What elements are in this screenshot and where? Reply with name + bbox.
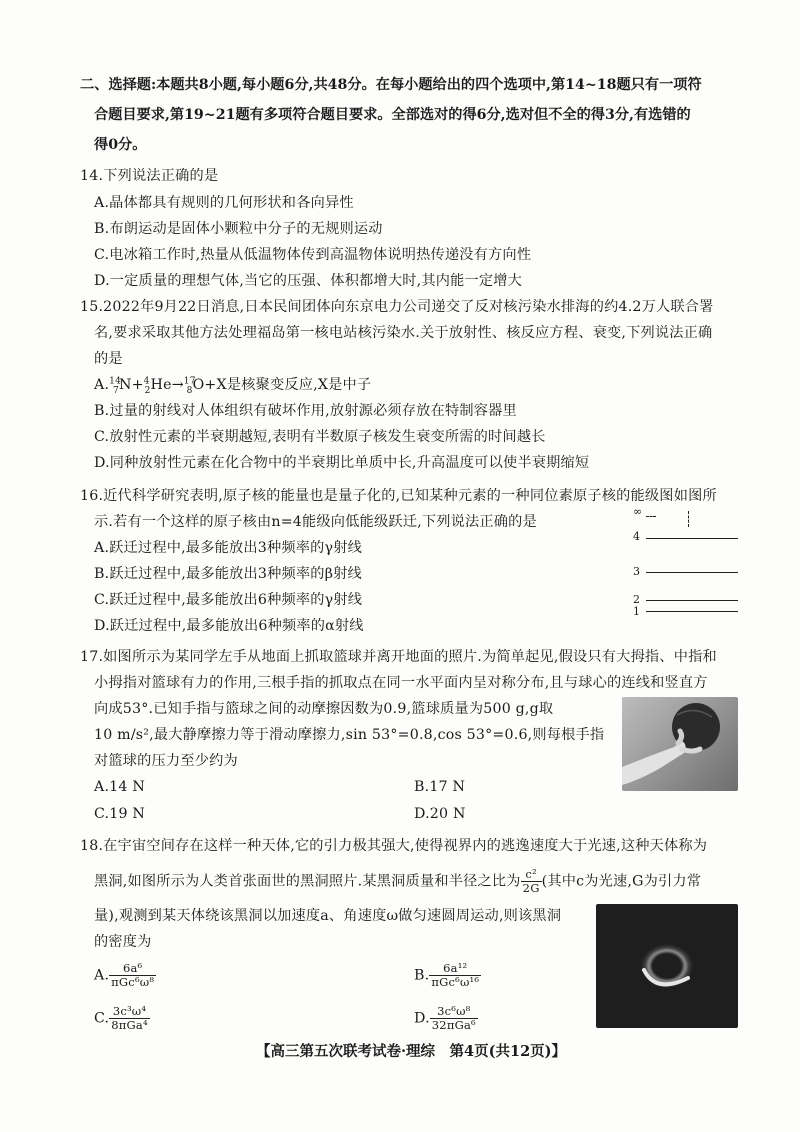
q18-line2: 黑洞,如图所示为人类首张面世的黑洞照片.某黑洞质量和半径之比为 $\frac{\text{c²}}{2G}$ (其中c为光速,G为引力常 [94,867,702,895]
q15-line2: 名,要求采取其他方法处理福岛第一核电站核污染水.关于放射性、核反应方程、衰变,下列说法正确 [94,325,713,341]
q17-option-a: A.14 N [94,779,145,795]
section-header-line3: 得0分。 [94,137,147,153]
q18-option-a: A. $\frac{\text{6a⁶}}{\text{πGc⁶ω⁸}}$ [94,961,155,989]
q18-line3: 量),观测到某天体绕该黑洞以加速度a、角速度ω做匀速圆周运动,则该黑洞 [94,908,562,924]
q14-option-a: A.晶体都具有规则的几何形状和各向异性 [94,195,354,211]
q16-option-d: D.跃迁过程中,最多能放出6种频率的α射线 [94,618,364,634]
q18-option-c: C. $\frac{\text{3c³ω⁴}}{\text{8πGa⁴}}$ [94,1004,148,1032]
basketball-photo-graphic [622,697,738,791]
level-label-infinity: ∞ [633,505,643,518]
q18-line4: 的密度为 [94,934,152,950]
level-label-2: 2 [633,593,640,606]
q16-option-c: C.跃迁过程中,最多能放出6种频率的γ射线 [94,592,363,608]
basketball-hand-photo [622,697,738,791]
q18-ratio-fraction: $\frac{\text{c²}}{2G}$ [522,867,540,895]
q17-line4: 10 m/s²,最大静摩擦力等于滑动摩擦力,sin 53°=0.8,cos 53°=0.6,则每根手指 [94,727,605,743]
q14-stem: 14.下列说法正确的是 [80,168,219,184]
q14-option-c: C.电冰箱工作时,热量从低温物体传到高温物体说明热传递没有方向性 [94,247,532,263]
q16-option-a: A.跃迁过程中,最多能放出3种频率的γ射线 [94,540,362,556]
level-line-infinity-left [646,516,656,518]
black-hole-photo-graphic [596,904,738,1028]
q18-line1: 18.在宇宙空间存在这样一种天体,它的引力极其强大,使得视界内的逃逸速度大于光速,这种天体称为 [80,838,708,854]
q18-option-d: D. $\frac{\text{3c⁶ω⁸}}{\text{32πGa⁶}}$ [414,1004,476,1032]
level-dashed-marker [688,511,690,527]
q17-line1: 17.如图所示为某同学左手从地面上抓取篮球并离开地面的照片.为简单起见,假设只有大拇指、中指和 [80,649,717,665]
q15-option-d: D.同种放射性元素在化合物中的半衰期比单质中长,升高温度可以使半衰期缩短 [94,455,590,471]
level-line-4 [646,538,738,539]
black-hole-photo [596,904,738,1028]
page-footer: 【高三第五次联考试卷·理综 第4页(共12页)】 [256,1043,567,1060]
level-label-4: 4 [633,530,640,543]
q15-option-a: A.$^{14}_7$N+$^4_2$He→$^{17}_8$O+X是核聚变反应,X是中子 [94,376,372,396]
q16-line2: 示.若有一个这样的原子核由n=4能级向低能级跃迁,下列说法正确的是 [94,514,537,530]
q17-option-d: D.20 N [414,806,466,822]
q14-option-b: B.布朗运动是固体小颗粒中分子的无规则运动 [94,221,383,237]
q16-line1: 16.近代科学研究表明,原子核的能量也是量子化的,已知某种元素的一种同位素原子核的能级图如图所 [80,488,717,504]
level-line-3 [646,572,738,573]
level-line-1 [646,611,738,612]
section-header-line2: 合题目要求,第19~21题有多项符合题目要求。全部选对的得6分,选对但不全的得3分,有选错的 [94,107,691,123]
q17-option-c: C.19 N [94,806,146,822]
level-label-3: 3 [633,565,640,578]
q15-line3: 的是 [94,351,123,367]
level-label-1: 1 [633,605,640,618]
q15-option-b: B.过量的射线对人体组织有破坏作用,放射源必须存放在特制容器里 [94,403,517,419]
q15-option-c: C.放射性元素的半衰期越短,表明有半数原子核发生衰变所需的时间越长 [94,429,546,445]
q17-line2: 小拇指对篮球有力的作用,三根手指的抓取点在同一水平面内呈对称分布,且与球心的连线和竖直方 [94,675,708,691]
level-line-2 [646,600,738,601]
section-header-line1: 二、选择题:本题共8小题,每小题6分,共48分。在每小题给出的四个选项中,第14~18题只有一项符 [80,77,702,93]
q17-line3: 向成53°.已知手指与篮球之间的动摩擦因数为0.9,篮球质量为500 g,g取 [94,701,554,717]
q18-option-b: B. $\frac{\text{6a¹²}}{\text{πGc⁶ω¹⁶}}$ [414,961,480,989]
q14-option-d: D.一定质量的理想气体,当它的压强、体积都增大时,其内能一定增大 [94,273,523,289]
q17-line5: 对篮球的压力至少约为 [94,753,238,769]
q16-option-b: B.跃迁过程中,最多能放出3种频率的β射线 [94,566,362,582]
q17-option-b: B.17 N [414,779,466,795]
q15-line1: 15.2022年9月22日消息,日本民间团体向东京电力公司递交了反对核污染水排海的约4.2万人联合署 [80,299,714,315]
